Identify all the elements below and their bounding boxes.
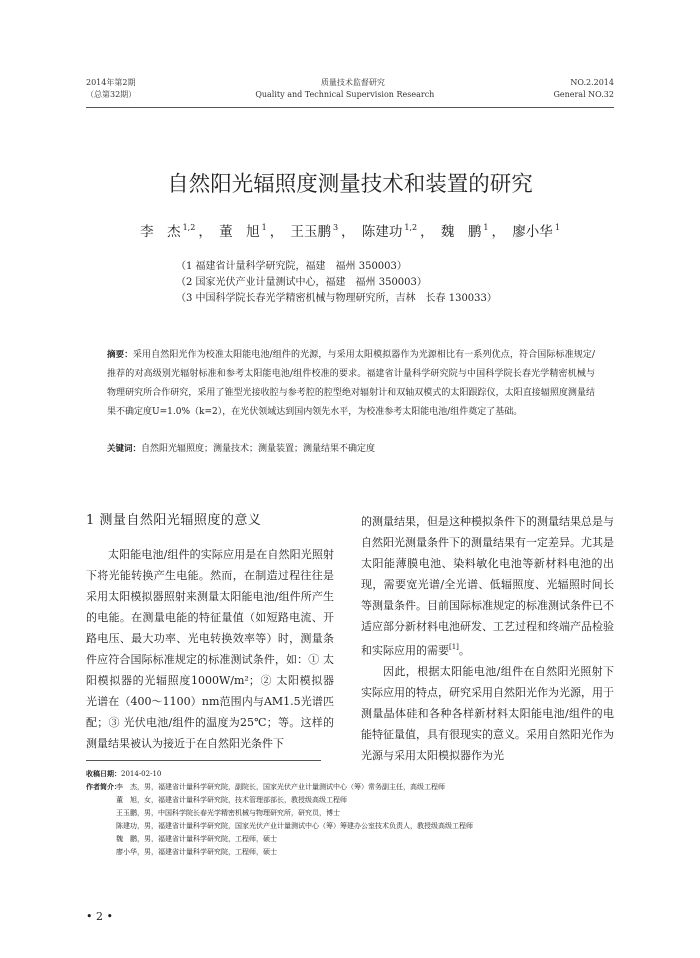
affiliation-list [176,259,497,307]
header-rule [86,107,614,108]
abstract [107,346,595,422]
author-bio: 魏 鹏，男，福建省计量科学研究院，工程师，硕士 [116,835,277,843]
author-affiliation-mark: 1 [261,223,267,232]
issue-total-label: （总第32期） [86,90,137,99]
running-header [86,77,614,101]
issue-number: NO.2.2014 [570,78,614,87]
author-bio: 陈建功，男，福建省计量科学研究院，国家光伏产业计量测试中心（筹）筹建办公室技术负责人，教授级高级工程师 [116,822,473,830]
affiliation: （1 福建省计量科学研究院，福建 福州 350003） [176,261,407,272]
author-bio: 董 旭，女，福建省计量科学研究院，技术管理部部长，教授级高级工程师 [116,796,347,804]
paragraph-text: 的测量结果，但是这种模拟条件下的测量结果总是与自然阳光测量条件下的测量结果有一定差异。尤其是太阳能薄膜电池、染料敏化电池等新材料电池的出现，需要宽光谱/全光谱、低辐照度、光辐照时间长等测量条件。目前国际标准规定的标准测试条件已不适应部分新材料电池研发、工艺过程和终端产品检验和实际应用的需要 [361,515,614,657]
keywords-label: 关键词： [107,444,142,454]
author-bio-label: 作者简介： [86,783,121,791]
received-label: 收稿日期： [86,770,121,778]
article-title: 自然阳光辐照度测量技术和装置的研究 [167,172,533,197]
author-name: 李 杰 [140,224,181,240]
author-name: 王玉鹏 [290,224,331,240]
author-affiliation-mark: 3 [333,223,339,232]
author-separator: ， [420,224,434,240]
body-paragraph: 因此，根据太阳能电池/组件在自然阳光照射下实际应用的特点，研究采用自然阳光作为光源，用于测量晶体硅和各种各样新材料太阳能电池/组件的电能特征量值，具有很现实的意义。采用自然阳光作为光源与采用太阳模拟器作为光 [361,665,614,762]
body-column-right [361,511,614,766]
author-affiliation-mark: 1,2 [182,223,196,232]
citation-reference[interactable]: [1] [449,643,459,651]
author-affiliation-mark: 1 [483,223,489,232]
paragraph-end: 。 [458,644,470,657]
author-bio: 廖小华，男，福建省计量科学研究院，工程师，硕士 [116,848,277,856]
page-number: • 2 • [86,910,113,923]
author-separator: ， [341,224,355,240]
footnote [86,768,473,859]
author-separator: ， [491,224,506,240]
keywords-text: 自然阳光辐照度；测量技术；测量装置；测量结果不确定度 [141,444,376,454]
abstract-label: 摘要： [107,350,133,360]
footnote-rule [86,760,321,761]
author-affiliation-mark: 1 [554,223,560,232]
affiliation: （3 中国科学院长春光学精密机械与物理研究所，吉林 长春 130033） [176,293,497,304]
author-separator: ， [198,224,212,240]
journal-name-cn: 质量技术监督研究 [320,78,385,87]
body-column-left [86,510,334,754]
author-list [0,218,700,242]
author-name: 魏 鹏 [440,224,482,240]
received-date: 2014-02-10 [121,770,162,778]
author-name: 董 旭 [219,224,260,240]
section-heading: 1 测量自然阳光辐照度的意义 [86,513,262,528]
keywords [107,441,595,457]
body-paragraph: 太阳能电池/组件的实际应用是在自然阳光照射下将光能转换产生电能。然而，在制造过程往往是采用太阳模拟器照射来测量太阳能电池/组件所产生的电能。在测量电能的特征量值（如短路电流、开路电压、最大功率、光电转换效率等）时，测量条件应符合国际标准规定的标准测试条件，如：① 太阳模拟器的光辐照度1000W/m²；② 太阳模拟器光谱在（400～1100）nm范围内与AM1.5光谱匹配；③ 光伏电池/组件的温度为25℃；等。这样的测量结果被认为接近于在自然阳光条件下 [86,548,334,750]
author-affiliation-mark: 1,2 [404,223,418,232]
author-bio: 李 杰，男，福建省计量科学研究院，副院长，国家光伏产业计量测试中心（筹）常务副主任，高级工程师 [116,783,445,791]
author-name: 陈建功 [361,224,403,240]
affiliation: （2 国家光伏产业计量测试中心，福建 福州 350003） [176,277,427,288]
body-paragraph [361,511,614,661]
abstract-text: 采用自然阳光作为校准太阳能电池/组件的光源，与采用太阳模拟器作为光源相比有一系列优点，符合国际标准规定/推荐的对高级别光辐射标准和参考太阳能电池/组件校准的要求。福建省计量科学研究院与中国科学院长春光学精密机械与物理研究所合作研究，采用了锥型光接收腔与参考腔的腔型绝对辐射计和双轴双模式的太阳跟踪仪，太阳直接辐照度测量结果不确定度U=1.0%（k=2），在光伏领域达到国内领先水平，为校准参考太阳能电池/组件奠定了基础。 [107,350,595,417]
author-bio: 王玉鹏，男，中国科学院长春光学精密机械与物理研究所，研究员，博士 [116,809,340,817]
author-name: 廖小华 [512,224,553,240]
author-separator: ， [269,224,284,240]
general-number: General NO.32 [553,90,614,99]
issue-label: 2014年第2期 [86,78,136,87]
journal-name-en: Quality and Technical Supervision Research [255,90,435,99]
